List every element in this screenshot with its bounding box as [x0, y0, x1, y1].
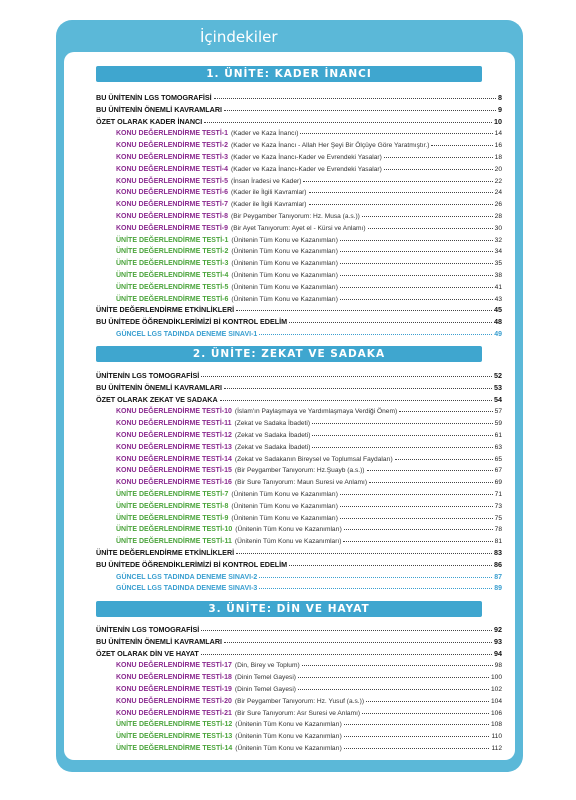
toc-entry-topic: (Bir Sure Tanıyorum: Maun Suresi ve Anlamı): [234, 479, 368, 487]
toc-entry-topic: (Dinin Temel Gayesi): [234, 674, 296, 682]
toc-entry-topic: (Ünitenin Tüm Konu ve Kazanımları): [235, 526, 342, 534]
toc-entry-topic: (Kader ile İlgili Kavramlar): [231, 201, 307, 209]
dot-leader: [259, 577, 492, 578]
page-number: 98: [494, 662, 502, 670]
toc-entry-topic: (Ünitenin Tüm Konu ve Kazanımları): [231, 248, 338, 256]
toc-entry-topic: (Bir Ayet Tanıyorum: Ayet el - Kürsi ve Anlamı): [231, 224, 366, 232]
toc-entry[interactable]: [116, 533, 502, 545]
toc-entry-label: KONU DEĞERLENDİRME TESTİ-14: [116, 455, 232, 463]
page-number: 100: [490, 674, 502, 682]
toc-entry[interactable]: [116, 279, 502, 291]
toc-entry[interactable]: [116, 740, 502, 752]
toc-entry-label: ÜNİTE DEĞERLENDİRME TESTİ-8: [116, 502, 229, 510]
dot-leader: [300, 133, 492, 134]
page-number: 87: [494, 573, 502, 581]
toc-entry-label: KONU DEĞERLENDİRME TESTİ-21: [116, 709, 232, 717]
toc-entry-topic: (Bir Peygamber Tanıyorum: Hz.Şuayb (a.s.)): [234, 467, 365, 475]
toc-entry-label: ÜNİTE DEĞERLENDİRME TESTİ-14: [116, 745, 233, 752]
toc-entry[interactable]: [116, 681, 502, 693]
toc-entry-label: ÜNİTE DEĞERLENDİRME ETKİNLİKLERİ: [96, 305, 235, 315]
page-number: 86: [494, 559, 502, 569]
page-number: 9: [498, 104, 502, 114]
toc-entry-topic: (Kader ve Kaza İnancı): [231, 130, 299, 138]
dot-leader: [201, 654, 492, 655]
dot-leader: [303, 181, 492, 182]
toc-entry[interactable]: [96, 545, 502, 557]
page-number: 81: [494, 538, 502, 546]
toc-entry-label: BU ÜNİTEDE ÖĞRENDİKLERİMİZİ Bİ KONTROL EDELİM: [96, 559, 288, 569]
toc-entry[interactable]: [116, 149, 502, 161]
toc-entry-label: ÜNİTE DEĞERLENDİRME TESTİ-7: [116, 491, 229, 498]
toc-entry-label: KONU DEĞERLENDİRME TESTİ-18: [116, 674, 232, 682]
toc-entry-topic: (Zekat ve Sadakanın Bireysel ve Toplumsal Faydaları): [234, 455, 393, 463]
toc-entry-topic: (İslam'ın Paylaşmaya ve Yardımlaşmaya Verdiği Önem): [234, 408, 398, 416]
toc-entry-label: KONU DEĞERLENDİRME TESTİ-5: [116, 177, 229, 185]
toc-entry[interactable]: [116, 705, 502, 717]
toc-entry[interactable]: [116, 232, 502, 244]
dot-leader: [201, 630, 492, 631]
unit-banner: 3. ÜNİTE: DİN VE HAYAT: [96, 601, 482, 617]
toc-entry-label: KONU DEĞERLENDİRME TESTİ-16: [116, 479, 232, 487]
toc-entry-topic: (Ünitenin Tüm Konu ve Kazanımları): [234, 538, 342, 546]
dot-leader: [368, 228, 493, 229]
unit-banner: 1. ÜNİTE: KADER İNANCI: [96, 66, 482, 82]
toc-entry[interactable]: [116, 474, 502, 486]
toc-entry[interactable]: [116, 415, 502, 427]
toc-entry[interactable]: [116, 173, 502, 185]
toc-entry[interactable]: [96, 114, 502, 126]
dot-leader: [259, 588, 492, 589]
page-number: 16: [494, 142, 502, 150]
page-number: 94: [494, 648, 502, 658]
toc-entry[interactable]: [96, 557, 502, 569]
page-number: 92: [494, 625, 502, 634]
page-number: 8: [498, 93, 502, 102]
unit-banner: 2. ÜNİTE: ZEKAT VE SADAKA: [96, 346, 482, 362]
toc-entry-label: ÜNİTE DEĞERLENDİRME TESTİ-4: [116, 272, 229, 279]
toc-entry-label: KONU DEĞERLENDİRME TESTİ-4: [116, 165, 229, 173]
page-number: 28: [494, 213, 502, 220]
toc-entry-label: ÜNİTE DEĞERLENDİRME TESTİ-3: [116, 260, 229, 268]
toc-entry[interactable]: [96, 90, 502, 102]
toc-entry[interactable]: [116, 521, 502, 533]
dot-leader: [344, 724, 489, 725]
page-number: 108: [490, 721, 502, 729]
page-number: 106: [490, 709, 502, 717]
dot-leader: [340, 287, 493, 288]
toc-entry-topic: (Zekat ve Sadaka İbadeti): [234, 420, 311, 428]
toc-entry[interactable]: [116, 728, 502, 740]
toc-entry[interactable]: [116, 451, 502, 463]
toc-entry-topic: (Dinin Temel Gayesi): [234, 686, 296, 693]
toc-entry-label: ÜNİTE DEĞERLENDİRME TESTİ-11: [116, 538, 232, 546]
toc-entry-topic: (Ünitenin Tüm Konu ve Kazanımları): [231, 295, 338, 303]
dot-leader: [369, 482, 493, 483]
toc-entry[interactable]: [116, 125, 502, 137]
toc-entry[interactable]: [116, 326, 502, 338]
dot-leader: [384, 157, 493, 158]
dot-leader: [367, 470, 493, 471]
toc-entry-label: ÜNİTENİN LGS TOMOGRAFİSİ: [96, 371, 200, 380]
page-number: 35: [494, 260, 502, 268]
toc-entry-topic: (Kader ile İlgili Kavramlar): [231, 189, 307, 197]
toc-entry-label: KONU DEĞERLENDİRME TESTİ-19: [116, 686, 232, 693]
page-number: 83: [494, 548, 502, 557]
page-number: 71: [494, 491, 502, 498]
toc-entry-label: GÜNCEL LGS TADINDA DENEME SINAVI-1: [116, 331, 258, 338]
toc-entry-label: ÖZET OLARAK ZEKAT VE SADAKA: [96, 394, 218, 404]
toc-entry-label: KONU DEĞERLENDİRME TESTİ-9: [116, 224, 229, 232]
dot-leader: [340, 299, 493, 300]
page-number: 48: [494, 317, 502, 327]
dot-leader: [312, 447, 492, 448]
page-number: 49: [494, 331, 502, 338]
toc-entry[interactable]: [116, 220, 502, 232]
toc-entry-label: BU ÜNİTEDE ÖĞRENDİKLERİMİZİ Bİ KONTROL EDELİM: [96, 317, 288, 327]
toc-entry-label: ÜNİTE DEĞERLENDİRME TESTİ-9: [116, 514, 229, 522]
toc-entry-topic: (Ünitenin Tüm Konu ve Kazanımları): [231, 283, 338, 291]
toc-entry[interactable]: [116, 291, 502, 303]
toc-entry[interactable]: [116, 510, 502, 522]
toc-entry-label: GÜNCEL LGS TADINDA DENEME SINAVI-2: [116, 573, 258, 581]
dot-leader: [344, 529, 493, 530]
page-number: 14: [494, 130, 502, 138]
toc-entry-label: KONU DEĞERLENDİRME TESTİ-17: [116, 662, 232, 670]
toc-entry-label: KONU DEĞERLENDİRME TESTİ-7: [116, 201, 229, 209]
page-number: 54: [494, 394, 502, 404]
toc-entry-label: KONU DEĞERLENDİRME TESTİ-15: [116, 467, 232, 475]
page-number: 112: [491, 745, 502, 752]
dot-leader: [340, 240, 493, 241]
toc-entry-topic: (Kader ve Kaza İnancı-Kader ve Evrendeki Yasalar): [231, 154, 382, 161]
dot-leader: [340, 506, 493, 507]
toc-entry[interactable]: [116, 161, 502, 173]
toc-entry-label: KONU DEĞERLENDİRME TESTİ-3: [116, 154, 229, 161]
toc-entry-topic: (Ünitenin Tüm Konu ve Kazanımları): [235, 733, 342, 741]
toc-entry[interactable]: [96, 102, 502, 114]
page-number: 52: [494, 371, 502, 380]
toc-entry[interactable]: [116, 255, 502, 267]
page-number: 65: [494, 455, 502, 463]
page-number: 41: [494, 283, 502, 291]
toc-entry[interactable]: [96, 314, 502, 326]
toc-entry-label: KONU DEĞERLENDİRME TESTİ-1: [116, 130, 229, 138]
dot-leader: [362, 216, 493, 217]
dot-leader: [236, 553, 492, 554]
toc-entry-label: KONU DEĞERLENDİRME TESTİ-11: [116, 420, 232, 428]
toc-entry-topic: (Ünitenin Tüm Konu ve Kazanımları): [235, 745, 342, 752]
dot-leader: [340, 275, 493, 276]
toc-entry[interactable]: [96, 392, 502, 404]
toc-entry[interactable]: [116, 184, 502, 196]
page-number: 32: [494, 236, 502, 244]
toc-entry[interactable]: [96, 302, 502, 314]
page-title: İçindekiler: [200, 28, 278, 46]
dot-leader: [340, 494, 493, 495]
page-number: 26: [494, 201, 502, 209]
dot-leader: [204, 122, 492, 123]
page-number: 10: [494, 116, 502, 126]
page-number: 73: [494, 502, 502, 510]
dot-leader: [259, 334, 492, 335]
toc-entry-label: KONU DEĞERLENDİRME TESTİ-6: [116, 189, 229, 197]
dot-leader: [366, 701, 489, 702]
page-number: 20: [494, 165, 502, 173]
toc-entry-label: BU ÜNİTENİN LGS TOMOGRAFİSİ: [96, 93, 212, 102]
toc-entry[interactable]: [116, 486, 502, 498]
dot-leader: [224, 110, 496, 111]
toc-entry-label: ÖZET OLARAK DİN VE HAYAT: [96, 648, 199, 658]
dot-leader: [236, 310, 492, 311]
page-number: 61: [494, 432, 502, 439]
toc-entry-topic: (Bir Peygamber Tanıyorum: Hz. Yusuf (a.s.)): [234, 697, 365, 705]
dot-leader: [302, 665, 493, 666]
page-number: 110: [491, 733, 502, 741]
toc-entry-topic: (Ünitenin Tüm Konu ve Kazanımları): [231, 260, 338, 268]
dot-leader: [298, 689, 489, 690]
toc-entry-topic: (Kader ve Kaza İnancı-Kader ve Evrendeki Yasalar): [231, 165, 382, 173]
toc-entry-topic: (Bir Sure Tanıyorum: Asr Suresi ve Anlamı): [234, 709, 361, 717]
toc-entry[interactable]: [116, 403, 502, 415]
page-number: 93: [494, 636, 502, 646]
toc-entry-topic: (Din, Birey ve Toplum): [234, 662, 300, 670]
page-number: 102: [490, 686, 502, 693]
dot-leader: [224, 388, 492, 389]
page-number: 24: [494, 189, 502, 197]
toc-entry[interactable]: [116, 427, 502, 439]
toc-entry-topic: (Ünitenin Tüm Konu ve Kazanımları): [231, 502, 338, 510]
toc-entry[interactable]: [116, 243, 502, 255]
toc-entry[interactable]: [116, 669, 502, 681]
page-number: 63: [494, 443, 502, 451]
dot-leader: [431, 145, 492, 146]
toc-entry-label: ÜNİTE DEĞERLENDİRME TESTİ-2: [116, 248, 229, 256]
page-number: 57: [494, 408, 502, 416]
toc-entry-topic: (İnsan İradesi ve Kader): [231, 177, 302, 185]
dot-leader: [340, 518, 493, 519]
toc-entry-label: ÜNİTE DEĞERLENDİRME TESTİ-13: [116, 733, 233, 741]
toc-entry[interactable]: [116, 208, 502, 220]
page-number: 104: [490, 697, 502, 705]
toc-entry-label: BU ÜNİTENİN ÖNEMLİ KAVRAMLARI: [96, 382, 223, 392]
page-number: 53: [494, 382, 502, 392]
toc-entry-label: GÜNCEL LGS TADINDA DENEME SINAVI-3: [116, 585, 258, 593]
dot-leader: [312, 435, 492, 436]
toc-entry-topic: (Ünitenin Tüm Konu ve Kazanımları): [235, 721, 342, 729]
toc-entry-label: ÜNİTE DEĞERLENDİRME TESTİ-12: [116, 721, 233, 729]
dot-leader: [298, 677, 489, 678]
page-number: 69: [494, 479, 502, 487]
toc-entry-label: KONU DEĞERLENDİRME TESTİ-13: [116, 443, 232, 451]
toc-entry[interactable]: [116, 657, 502, 669]
toc-entry-label: ÜNİTENİN LGS TOMOGRAFİSİ: [96, 625, 200, 634]
toc-entry[interactable]: [116, 439, 502, 451]
toc-entry-topic: (Ünitenin Tüm Konu ve Kazanımları): [231, 236, 338, 244]
toc-entry-topic: (Ünitenin Tüm Konu ve Kazanımları): [231, 514, 338, 522]
toc-entry-topic: (Bir Peygamber Tanıyorum: Hz. Musa (a.s.)): [231, 213, 360, 220]
toc-entry-label: ÜNİTE DEĞERLENDİRME ETKİNLİKLERİ: [96, 548, 235, 557]
toc-entry-topic: (Ünitenin Tüm Konu ve Kazanımları): [231, 491, 338, 498]
dot-leader: [384, 169, 493, 170]
dot-leader: [309, 204, 493, 205]
toc-entry[interactable]: [116, 196, 502, 208]
toc-entry-topic: (Zekat ve Sadaka İbadeti): [234, 443, 311, 451]
page-number: 75: [494, 514, 502, 522]
page-number: 34: [494, 248, 502, 256]
dot-leader: [289, 322, 492, 323]
toc-entry-label: ÖZET OLARAK KADER İNANCI: [96, 116, 203, 126]
toc-entry-label: KONU DEĞERLENDİRME TESTİ-8: [116, 213, 229, 220]
dot-leader: [309, 192, 493, 193]
toc-entry-topic: (Ünitenin Tüm Konu ve Kazanımları): [231, 272, 338, 279]
toc-entry[interactable]: [96, 634, 502, 646]
toc-entry[interactable]: [96, 646, 502, 658]
dot-leader: [289, 565, 492, 566]
toc-entry-label: BU ÜNİTENİN ÖNEMLİ KAVRAMLARI: [96, 636, 223, 646]
page-number: 67: [494, 467, 502, 475]
dot-leader: [220, 400, 492, 401]
dot-leader: [340, 251, 493, 252]
toc-entry-label: ÜNİTE DEĞERLENDİRME TESTİ-10: [116, 526, 233, 534]
toc-entry-topic: (Zekat ve Sadaka İbadeti): [234, 432, 311, 439]
toc-entry[interactable]: [116, 498, 502, 510]
dot-leader: [399, 411, 492, 412]
toc-entry-label: KONU DEĞERLENDİRME TESTİ-2: [116, 142, 229, 150]
dot-leader: [224, 642, 492, 643]
page-number: 89: [494, 585, 502, 593]
toc-entry[interactable]: [96, 380, 502, 392]
dot-leader: [344, 748, 490, 749]
page-number: 43: [494, 295, 502, 303]
toc-entry[interactable]: [116, 267, 502, 279]
toc-entry-label: KONU DEĞERLENDİRME TESTİ-12: [116, 432, 232, 439]
toc-entry-label: ÜNİTE DEĞERLENDİRME TESTİ-5: [116, 283, 229, 291]
dot-leader: [344, 736, 490, 737]
dot-leader: [340, 263, 493, 264]
page-number: 59: [494, 420, 502, 428]
page-number: 18: [494, 154, 502, 161]
toc-entry-topic: (Kader ve Kaza İnancı - Allah Her Şeyi Bir Ölçüye Göre Yaratmıştır.): [231, 142, 430, 150]
toc-entry-label: KONU DEĞERLENDİRME TESTİ-20: [116, 697, 232, 705]
toc-entry[interactable]: [116, 693, 502, 705]
toc-entry[interactable]: [116, 137, 502, 149]
toc-entry[interactable]: [96, 622, 502, 634]
dot-leader: [312, 423, 493, 424]
page-number: 22: [494, 177, 502, 185]
dot-leader: [343, 541, 492, 542]
toc-entry-label: BU ÜNİTENİN ÖNEMLİ KAVRAMLARI: [96, 104, 223, 114]
dot-leader: [395, 459, 493, 460]
toc-entry-label: KONU DEĞERLENDİRME TESTİ-10: [116, 408, 232, 416]
toc-entry[interactable]: [116, 462, 502, 474]
toc-entry[interactable]: [116, 569, 502, 581]
page-number: 30: [494, 224, 502, 232]
page-number: 78: [494, 526, 502, 534]
dot-leader: [362, 713, 489, 714]
dot-leader: [214, 98, 496, 99]
toc-entry[interactable]: [96, 368, 502, 380]
dot-leader: [201, 376, 492, 377]
toc-entry-label: ÜNİTE DEĞERLENDİRME TESTİ-1: [116, 236, 229, 244]
page-number: 45: [494, 305, 502, 315]
toc-entry[interactable]: [116, 716, 502, 728]
page-number: 38: [494, 272, 502, 279]
toc-entry[interactable]: [116, 580, 502, 592]
toc-entry-label: ÜNİTE DEĞERLENDİRME TESTİ-6: [116, 295, 229, 303]
